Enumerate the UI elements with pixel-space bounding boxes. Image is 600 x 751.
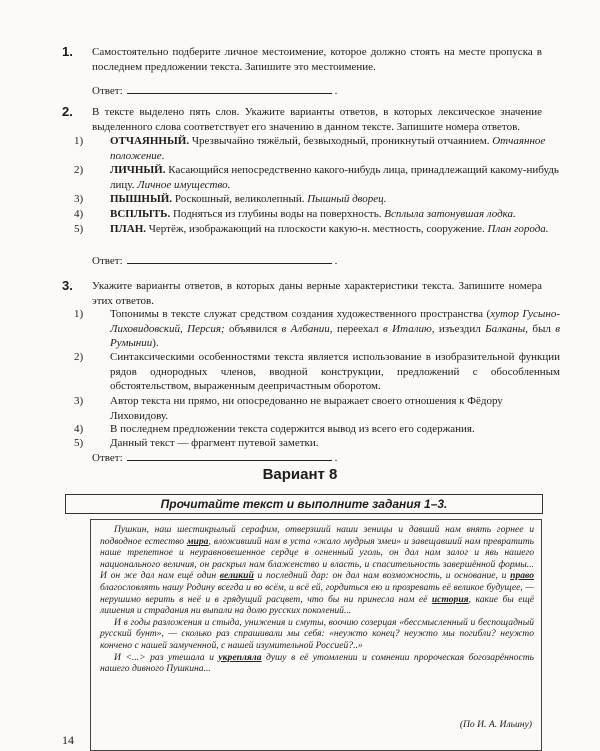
option-italic: в Румынии: [110, 322, 560, 349]
answer-end: .: [334, 452, 338, 464]
task3-number: 3.: [62, 278, 73, 293]
option-num: 2): [74, 351, 84, 363]
task3-option-1: [74, 307, 560, 351]
option-word: ПЫШНЫЙ.: [110, 193, 173, 205]
task2-option-2: [74, 163, 560, 192]
passage-text: [100, 524, 534, 675]
task2-text: В тексте выделено пять слов. Укажите варианты ответов, в которых лексическое значение выделенного слова соответствует его значению в данном тексте. Запишите номера ответов.: [92, 106, 542, 133]
option-italic: в Италию,: [383, 322, 435, 335]
passage-paragraph-2: И в годы разложения и стыда, унижения и смуты, воочию созерцая «бессмысленный и беспощадный русский бунт», — сколько раз спрашивали мы себя: «неужто конец? неужто мы погибли? неужто кончено с нашей замученной, с нашей изумительной Россией?..»: [100, 616, 534, 651]
option-word: ВСПЛЫТЬ.: [110, 208, 171, 220]
option-word: ОТЧАЯННЫЙ.: [110, 135, 190, 147]
answer-label: Ответ:: [92, 452, 123, 464]
option-num: 5): [74, 437, 84, 449]
option-def: Чертёж, изображающий на плоскости какую-н. местность, сооружение.: [146, 223, 488, 235]
instruction-banner: Прочитайте текст и выполните задания 1–3.: [65, 494, 543, 514]
highlighted-word: великий: [219, 570, 254, 582]
passage-run: , вложивший нам в уста «жало мудрыя змеи» и завещавший нам превратить наше трепетное и неуравновешенное сердце в огненный уголь, он дал нам залог и явь нашего национального величия, он раскрыл нам блаженство и власть, и спасительность завершённой формы... И он же дал нам ещё один: [100, 535, 534, 582]
task2-option-5: [74, 222, 560, 237]
option-text: Топонимы в тексте служат средством создания художественного пространства (: [110, 308, 491, 320]
task2-number: 2.: [62, 104, 73, 119]
task2-option-1: [74, 134, 560, 163]
answer-label: Ответ:: [92, 85, 123, 97]
task2-option-4: [74, 207, 560, 222]
answer-end: .: [334, 255, 338, 267]
option-def: Касающийся непосредственно какого-нибудь лица, принадлежащий какому-нибудь лицу.: [110, 164, 559, 191]
option-num: 1): [74, 308, 84, 320]
highlighted-word: история: [431, 593, 469, 605]
option-text: В последнем предложении текста содержится вывод из всего его содержания.: [110, 423, 475, 435]
option-text: ).: [152, 337, 159, 349]
passage-paragraph-1: [100, 524, 534, 617]
passage-paragraph-3: [100, 652, 534, 675]
task1-text: Самостоятельно подберите личное местоимение, которое должно стоять на месте пропуска в последнем предложении текста. Запишите это местоимение.: [92, 46, 542, 73]
option-text: Данный текст — фрагмент путевой заметки.: [110, 437, 319, 449]
option-def: Подняться из глубины воды на поверхность.: [170, 208, 385, 220]
highlighted-word: укрепляла: [218, 651, 262, 663]
task3-option-2: [74, 350, 560, 394]
option-num: 4): [74, 423, 84, 435]
task3-option-4: [74, 422, 560, 437]
task1-answer: [92, 83, 337, 97]
option-italic: в Албании,: [281, 322, 333, 335]
task3-option-5: [74, 436, 560, 451]
answer-line[interactable]: [127, 450, 332, 461]
option-word: ПЛАН.: [110, 223, 147, 235]
task3-option-3: [74, 394, 560, 423]
option-num: 1): [74, 135, 84, 147]
highlighted-word: мира: [186, 535, 209, 547]
option-text: переехал: [332, 322, 384, 335]
option-example: Личное имущество.: [137, 178, 231, 191]
option-text: Синтаксическими особенностями текста является использование в изобразительной функции рядов однородных членов, вводной конструкции, предложений с обособленным обстоятельством, выраженным деепричастным оборотом.: [110, 351, 560, 392]
option-word: ЛИЧНЫЙ.: [110, 164, 166, 176]
option-example: Всплыла затонувшая лодка.: [384, 208, 516, 220]
task2-option-3: [74, 192, 560, 207]
option-text: Автор текста ни прямо, ни опосредованно не выражает своего отношения к Фёдору Лиховидову.: [110, 395, 503, 422]
option-text: объявился: [224, 322, 282, 335]
passage-run: И <...> раз утешала и: [114, 651, 219, 663]
page-number: 14: [62, 733, 74, 747]
option-text: изъездил: [434, 322, 486, 335]
option-example: План города.: [487, 223, 549, 235]
option-def: Роскошный, великолепный.: [172, 193, 308, 205]
passage-run: и последний дар: он дал нам возможность, и основание, и: [253, 570, 511, 582]
task2-answer: [92, 253, 337, 267]
passage-run: благословлять нашу Родину всегда и во всём, и всё ей, гордиться ею и прозревать её великое будущее, — нерушимо верить в неё и в грядущий расцвет, что бы ни принесла нам её: [100, 581, 534, 605]
option-italic: Балканы,: [485, 322, 528, 335]
option-italic: хутор Гусыно-Лиховидовский, Персия;: [110, 308, 560, 335]
passage-run: душу в её утомлении и сомнении пророческая богозарённость нашего дивного Пушкина...: [100, 651, 534, 675]
option-def: Чрезвычайно тяжёлый, безвыходный, проникнутый отчаянием.: [189, 135, 493, 147]
option-num: 2): [74, 164, 84, 176]
highlighted-word: право: [510, 570, 535, 582]
answer-end: .: [334, 85, 338, 97]
task3-text: Укажите варианты ответов, в которых даны верные характеристики текста. Запишите номера этих ответов.: [92, 280, 542, 307]
passage-source: (По И. А. Ильину): [459, 719, 532, 730]
option-num: 4): [74, 208, 84, 220]
answer-line[interactable]: [127, 83, 332, 94]
task3-answer: [92, 450, 337, 464]
variant-heading: Вариант 8: [262, 466, 338, 483]
option-num: 5): [74, 223, 84, 235]
passage-run: Пушкин, наш шестикрылый серафим, отверзший наши зеницы и давший нам внять горнее и подводное естество: [100, 524, 534, 547]
option-num: 3): [74, 193, 84, 205]
option-example: Отчаянное положение.: [110, 135, 546, 162]
option-text: был: [527, 322, 556, 335]
answer-label: Ответ:: [92, 255, 123, 267]
option-example: Пышный дворец.: [307, 193, 387, 205]
passage-run: , какие бы ещё лишения и страдания ни выпали на долю русских поколений...: [100, 593, 534, 617]
option-num: 3): [74, 395, 84, 407]
answer-line[interactable]: [127, 253, 332, 264]
task1-number: 1.: [62, 44, 73, 59]
